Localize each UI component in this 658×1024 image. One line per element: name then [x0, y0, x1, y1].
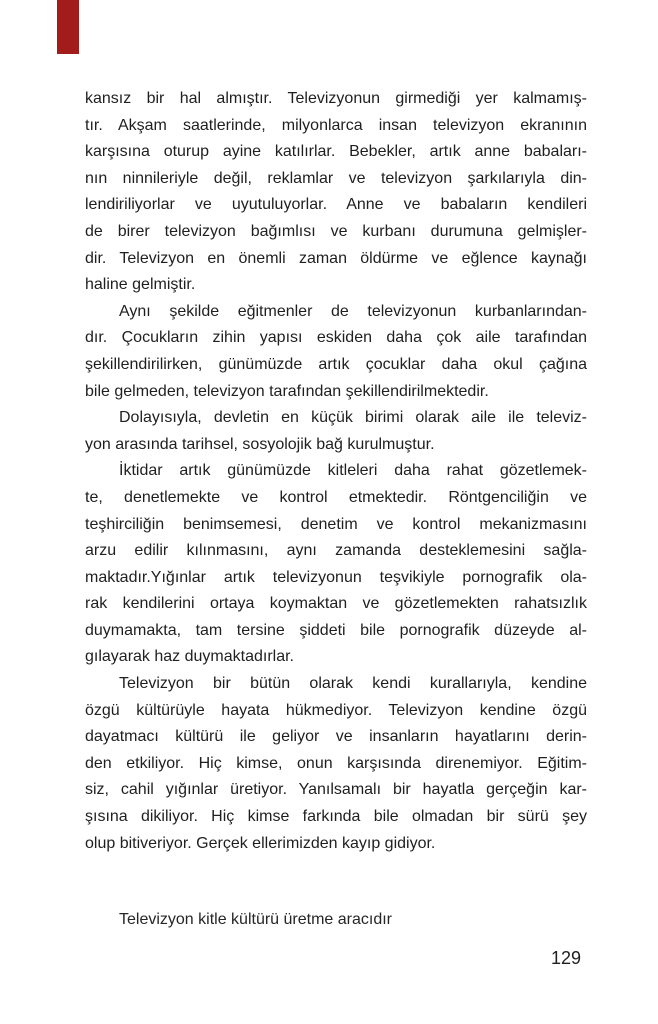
- text-line: Aynı şekilde eğitmenler de televizyonun kurbanlarından-: [119, 302, 587, 320]
- paragraph: [85, 299, 587, 405]
- text-line: de birer televizyon bağımlısı ve kurbanı durumuna gelmişler-: [85, 222, 587, 240]
- text-line: şısına dikiliyor. Hiç kimse farkında bile olmadan bir sürü şey: [85, 808, 587, 826]
- section-heading: Televizyon kitle kültürü üretme aracıdır: [119, 911, 392, 928]
- text-line: gılayarak haz duymaktadırlar.: [85, 648, 294, 666]
- text-line: arzu edilir kılınmasını, aynı zamanda desteklemesini sağla-: [85, 542, 587, 560]
- text-line: özgü kültürüyle hayata hükmediyor. Televizyon kendine özgü: [85, 701, 587, 719]
- text-line: den etkiliyor. Hiç kimse, onun karşısında direnemiyor. Eğitim-: [85, 754, 587, 772]
- text-line: dır. Çocukların zihin yapısı eskiden daha çok aile tarafından: [85, 329, 587, 347]
- text-line: duymamakta, tam tersine şiddeti bile pornografik düzeyde al-: [85, 621, 587, 639]
- text-line: lendiriliyorlar ve uyutuluyorlar. Anne ve babaların kendileri: [85, 196, 587, 214]
- paragraph: [85, 405, 587, 458]
- text-line: haline gelmiştir.: [85, 276, 196, 294]
- paragraph: [85, 671, 587, 857]
- text-line: olup bitiveriyor. Gerçek ellerimizden kayıp gidiyor.: [85, 834, 436, 852]
- text-line: tır. Akşam saatlerinde, milyonlarca insan televizyon ekranının: [85, 116, 587, 134]
- text-line: İktidar artık günümüzde kitleleri daha rahat gözetlemek-: [119, 462, 587, 480]
- page-number: 129: [550, 948, 581, 968]
- text-line: karşısına oturup ayine katılırlar. Bebekler, artık anne babaları-: [85, 143, 587, 161]
- text-line: bile gelmeden, televizyon tarafından şekillendirilmektedir.: [85, 382, 489, 400]
- text-line: maktadır.Yığınlar artık televizyonun teşvikiyle pornografik ola-: [85, 568, 587, 586]
- text-line: rak kendilerini ortaya koymaktan ve gözetlemekten rahatsızlık: [85, 595, 587, 613]
- text-line: Televizyon bir bütün olarak kendi kurallarıyla, kendine: [119, 675, 587, 693]
- body-text: [85, 86, 587, 857]
- text-line: kansız bir hal almıştır. Televizyonun girmediği yer kalmamış-: [85, 90, 587, 107]
- paragraph: [85, 458, 587, 671]
- text-line: dayatmacı kültürü ile geliyor ve insanların hayatlarını derin-: [85, 728, 587, 746]
- text-line: siz, cahil yığınlar üretiyor. Yanılsamalı bir hayatla gerçeğin kar-: [85, 781, 587, 799]
- red-bookmark-marker: [57, 0, 79, 54]
- text-line: dir. Televizyon en önemli zaman öldürme ve eğlence kaynağı: [85, 249, 587, 267]
- text-line: teşhirciliğin benimsemesi, denetim ve kontrol mekanizmasını: [85, 515, 587, 533]
- text-line: te, denetlemekte ve kontrol etmektedir. Röntgenciliğin ve: [85, 488, 587, 506]
- text-line: Dolayısıyla, devletin en küçük birimi olarak aile ile televiz-: [119, 409, 587, 427]
- text-line: yon arasında tarihsel, sosyolojik bağ kurulmuştur.: [85, 435, 435, 453]
- text-line: nın ninnileriyle değil, reklamlar ve televizyon şarkılarıyla din-: [85, 169, 587, 187]
- text-line: şekillendirilirken, günümüzde artık çocuklar daha okul çağına: [85, 355, 587, 373]
- paragraph: [85, 86, 587, 299]
